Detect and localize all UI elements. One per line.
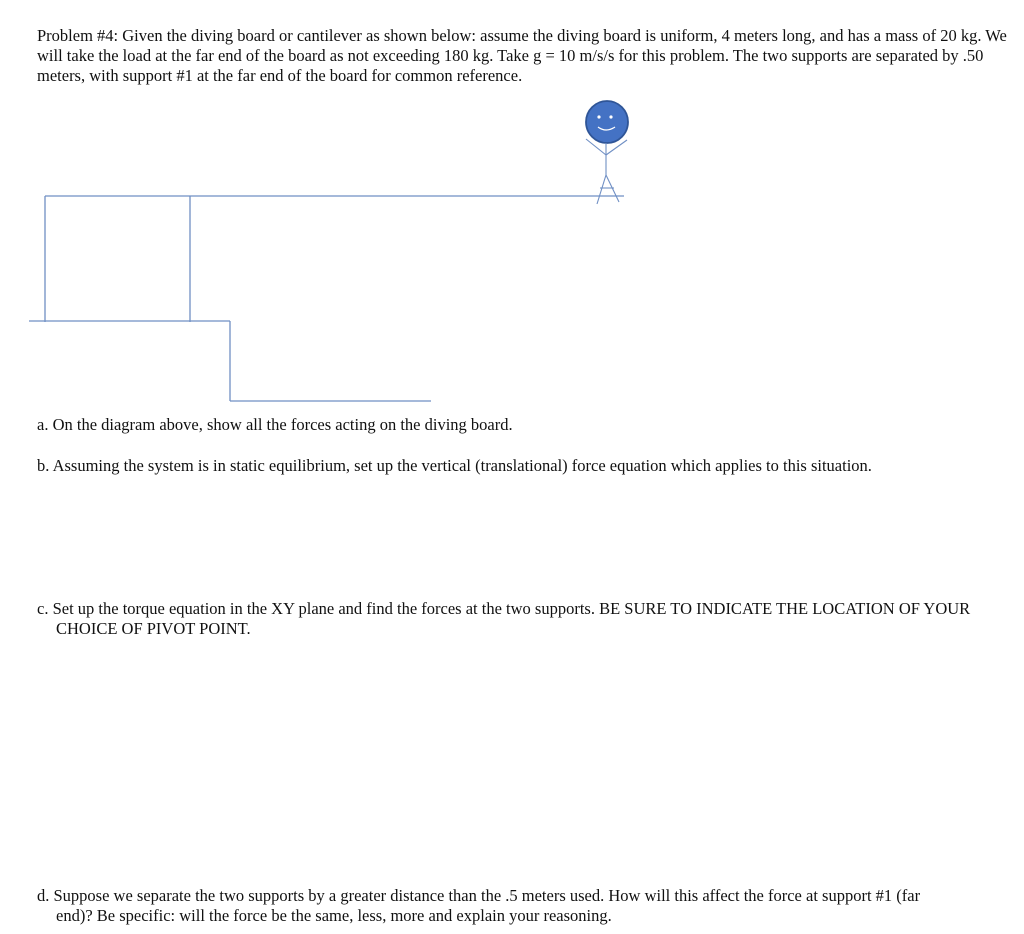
structure-lines — [29, 196, 624, 401]
question-b: b. Assuming the system is in static equilibrium, set up the vertical (translational) force equation which applies to this situation. — [37, 456, 872, 475]
figure-eye-right — [609, 115, 612, 118]
stick-figure — [586, 101, 628, 204]
question-a: a. On the diagram above, show all the forces acting on the diving board. — [37, 415, 513, 434]
figure-head — [586, 101, 628, 143]
figure-eye-left — [597, 115, 600, 118]
problem-statement: Problem #4: Given the diving board or cantilever as shown below: assume the diving board is uniform, 4 meters long, and has a mass of 20 kg. We will take the load at the far end of the board as not exceeding 180 kg. Take g = 10 m/s/s for this problem. The two supports are separated by .50 meters, with support #1 at the far end of the board for common reference. — [37, 26, 1007, 85]
question-c: c. Set up the torque equation in the XY plane and find the forces at the two supports. BE SURE TO INDICATE THE LOCATION OF YOUR CHOICE OF PIVOT POINT. — [37, 599, 971, 638]
figure-leg-left — [597, 175, 606, 204]
question-d: d. Suppose we separate the two supports by a greater distance than the .5 meters used. How will this affect the force at support #1 (far end)? Be specific: will the force be the same, less, more and explain your reasoning. — [37, 886, 921, 925]
